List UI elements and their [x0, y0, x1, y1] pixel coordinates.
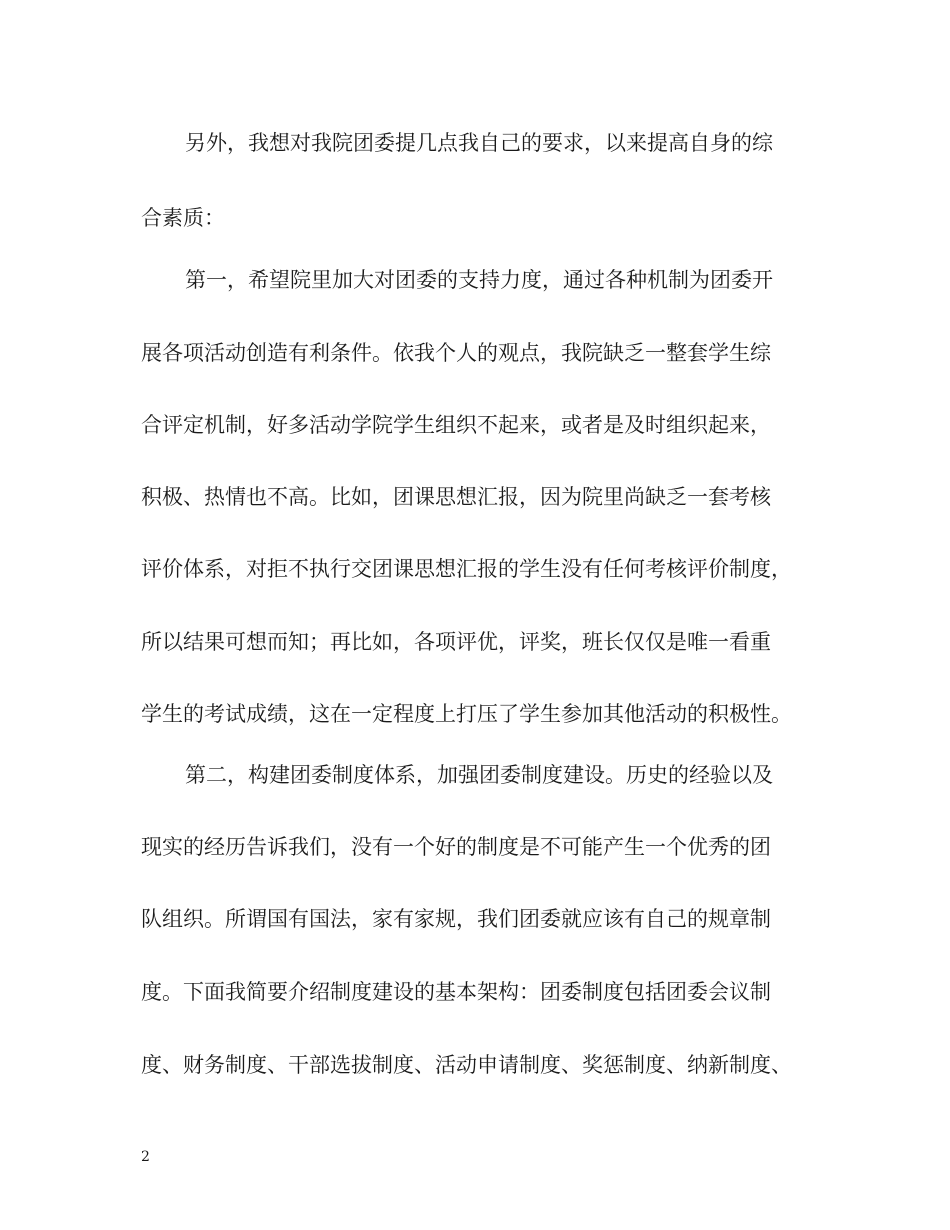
- text-line: 第一，希望院里加大对团委的支持力度，通过各种机制为团委开: [185, 268, 773, 292]
- text-line: 学生的考试成绩，这在一定程度上打压了学生参加其他活动的积极性。: [141, 702, 792, 726]
- page-number: 2: [141, 1149, 150, 1165]
- text-line: 度。下面我简要介绍制度建设的基本架构：团委制度包括团委会议制: [141, 980, 771, 1004]
- text-line: 现实的经历告诉我们，没有一个好的制度是不可能产生一个优秀的团: [141, 835, 771, 859]
- text-line: 积极、热情也不高。比如，团课思想汇报，因为院里尚缺乏一套考核: [141, 485, 771, 509]
- text-line: 评价体系，对拒不执行交团课思想汇报的学生没有任何考核评价制度，: [141, 557, 792, 581]
- text-line: 另外，我想对我院团委提几点我自己的要求，以来提高自身的综: [185, 131, 773, 155]
- text-line: 合素质：: [141, 206, 225, 230]
- text-line: 合评定机制，好多活动学院学生组织不起来，或者是及时组织起来，: [141, 413, 771, 437]
- text-line: 队组织。所谓国有国法，家有家规，我们团委就应该有自己的规章制: [141, 907, 771, 931]
- text-line: 度、财务制度、干部选拔制度、活动申请制度、奖惩制度、纳新制度、: [141, 1053, 792, 1077]
- text-line: 第二，构建团委制度体系，加强团委制度建设。历史的经验以及: [185, 763, 773, 787]
- text-line: 所以结果可想而知；再比如，各项评优，评奖，班长仅仅是唯一看重: [141, 630, 771, 654]
- text-line: 展各项活动创造有利条件。依我个人的观点，我院缺乏一整套学生综: [141, 341, 771, 365]
